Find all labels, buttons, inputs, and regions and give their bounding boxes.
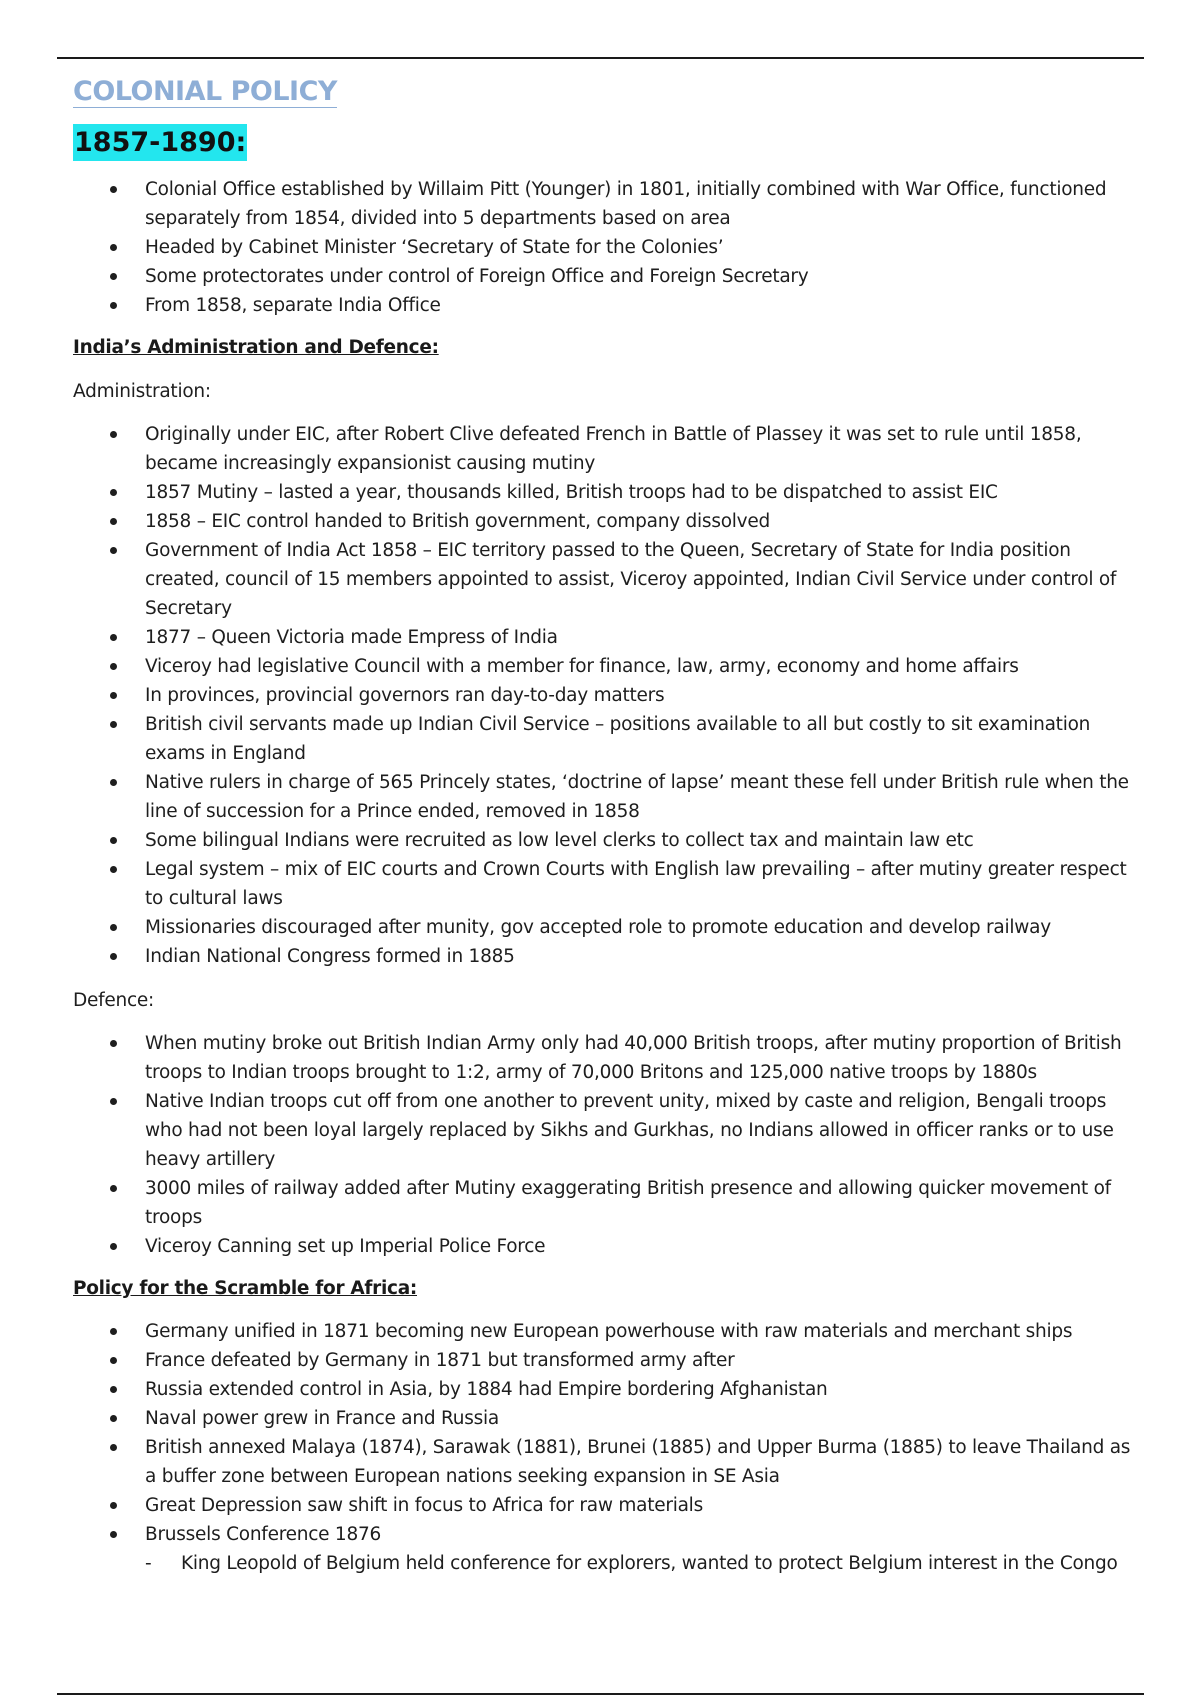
list-item: Brussels Conference 1876 bbox=[73, 1520, 1133, 1549]
list-item: British annexed Malaya (1874), Sarawak (1881), Brunei (1885) and Upper Burma (1885) to leave Thailand as a buffer zone between European nations seeking expansion in SE Asia bbox=[73, 1433, 1133, 1491]
bullet-icon bbox=[110, 1185, 117, 1192]
list-item: In provinces, provincial governors ran day-to-day matters bbox=[73, 681, 1133, 710]
list-item: Indian National Congress formed in 1885 bbox=[73, 942, 1133, 971]
bullet-icon bbox=[110, 302, 117, 309]
defence-label: Defence: bbox=[73, 990, 155, 1011]
bullet-icon bbox=[110, 837, 117, 844]
bullet-icon bbox=[110, 779, 117, 786]
bullet-icon bbox=[110, 273, 117, 280]
list-item: Some bilingual Indians were recruited as low level clerks to collect tax and maintain law etc bbox=[73, 826, 1133, 855]
bullet-icon bbox=[110, 244, 117, 251]
africa-list bbox=[73, 1317, 1133, 1549]
list-item: Some protectorates under control of Foreign Office and Foreign Secretary bbox=[73, 262, 1133, 291]
bullet-icon bbox=[110, 692, 117, 699]
list-item: Germany unified in 1871 becoming new European powerhouse with raw materials and merchant ships bbox=[73, 1317, 1133, 1346]
document-page bbox=[73, 73, 1133, 1578]
bullet-icon bbox=[110, 924, 117, 931]
list-item: Russia extended control in Asia, by 1884 had Empire bordering Afghanistan bbox=[73, 1375, 1133, 1404]
list-item: Missionaries discouraged after munity, gov accepted role to promote education and develop railway bbox=[73, 913, 1133, 942]
list-item: France defeated by Germany in 1871 but transformed army after bbox=[73, 1346, 1133, 1375]
list-item: 3000 miles of railway added after Mutiny exaggerating British presence and allowing quicker movement of troops bbox=[73, 1174, 1133, 1232]
bullet-icon bbox=[110, 186, 117, 193]
bullet-icon bbox=[110, 721, 117, 728]
list-item: Headed by Cabinet Minister ‘Secretary of State for the Colonies’ bbox=[73, 233, 1133, 262]
top-rule bbox=[57, 57, 1144, 59]
list-item: Legal system – mix of EIC courts and Crown Courts with English law prevailing – after mutiny greater respect to cultural laws bbox=[73, 855, 1133, 913]
bullet-icon bbox=[110, 1243, 117, 1250]
colonial-office-list bbox=[73, 175, 1133, 320]
list-item: 1877 – Queen Victoria made Empress of India bbox=[73, 623, 1133, 652]
document-title: COLONIAL POLICY bbox=[73, 76, 337, 107]
list-item: Native rulers in charge of 565 Princely states, ‘doctrine of lapse’ meant these fell under British rule when the line of succession for a Prince ended, removed in 1858 bbox=[73, 768, 1133, 826]
administration-label: Administration: bbox=[73, 381, 211, 402]
bullet-icon bbox=[110, 953, 117, 960]
india-heading: India’s Administration and Defence: bbox=[73, 337, 439, 358]
list-item: When mutiny broke out British Indian Army only had 40,000 British troops, after mutiny proportion of British troops to Indian troops brought to 1:2, army of 70,000 Britons and 125,000 native troops by 1880s bbox=[73, 1029, 1133, 1087]
bullet-icon bbox=[110, 489, 117, 496]
bottom-rule bbox=[57, 1693, 1144, 1695]
bullet-icon bbox=[110, 1328, 117, 1335]
bullet-icon bbox=[110, 1386, 117, 1393]
administration-list bbox=[73, 420, 1133, 971]
defence-list bbox=[73, 1029, 1133, 1261]
list-item: Naval power grew in France and Russia bbox=[73, 1404, 1133, 1433]
bullet-icon bbox=[110, 634, 117, 641]
period-heading: 1857-1890: bbox=[73, 124, 247, 161]
bullet-icon bbox=[110, 547, 117, 554]
bullet-icon bbox=[110, 663, 117, 670]
list-item: Great Depression saw shift in focus to Africa for raw materials bbox=[73, 1491, 1133, 1520]
list-item: 1858 – EIC control handed to British government, company dissolved bbox=[73, 507, 1133, 536]
africa-heading: Policy for the Scramble for Africa: bbox=[73, 1278, 417, 1299]
bullet-icon bbox=[110, 1444, 117, 1451]
bullet-icon bbox=[110, 1502, 117, 1509]
dash-icon: - bbox=[145, 1553, 152, 1574]
bullet-icon bbox=[110, 1098, 117, 1105]
bullet-icon bbox=[110, 1040, 117, 1047]
sub-list-item: - King Leopold of Belgium held conference for explorers, wanted to protect Belgium interest in the Congo bbox=[73, 1549, 1133, 1578]
list-item: Viceroy had legislative Council with a member for finance, law, army, economy and home affairs bbox=[73, 652, 1133, 681]
list-item: 1857 Mutiny – lasted a year, thousands killed, British troops had to be dispatched to assist EIC bbox=[73, 478, 1133, 507]
list-item: Originally under EIC, after Robert Clive defeated French in Battle of Plassey it was set to rule until 1858, became increasingly expansionist causing mutiny bbox=[73, 420, 1133, 478]
bullet-icon bbox=[110, 866, 117, 873]
list-item: From 1858, separate India Office bbox=[73, 291, 1133, 320]
bullet-icon bbox=[110, 1531, 117, 1538]
bullet-icon bbox=[110, 1357, 117, 1364]
list-item: Government of India Act 1858 – EIC territory passed to the Queen, Secretary of State for India position created, council of 15 members appointed to assist, Viceroy appointed, Indian Civil Service under control of Secretary bbox=[73, 536, 1133, 623]
list-item: British civil servants made up Indian Civil Service – positions available to all but costly to sit examination exams in England bbox=[73, 710, 1133, 768]
list-item: Native Indian troops cut off from one another to prevent unity, mixed by caste and religion, Bengali troops who had not been loyal largely replaced by Sikhs and Gurkhas, no Indians allowed in officer ranks or to use heavy artillery bbox=[73, 1087, 1133, 1174]
bullet-icon bbox=[110, 518, 117, 525]
list-item: Colonial Office established by Willaim Pitt (Younger) in 1801, initially combined with War Office, functioned separately from 1854, divided into 5 departments based on area bbox=[73, 175, 1133, 233]
list-item: Viceroy Canning set up Imperial Police Force bbox=[73, 1232, 1133, 1261]
brussels-sub-list bbox=[73, 1549, 1133, 1578]
bullet-icon bbox=[110, 1415, 117, 1422]
bullet-icon bbox=[110, 431, 117, 438]
